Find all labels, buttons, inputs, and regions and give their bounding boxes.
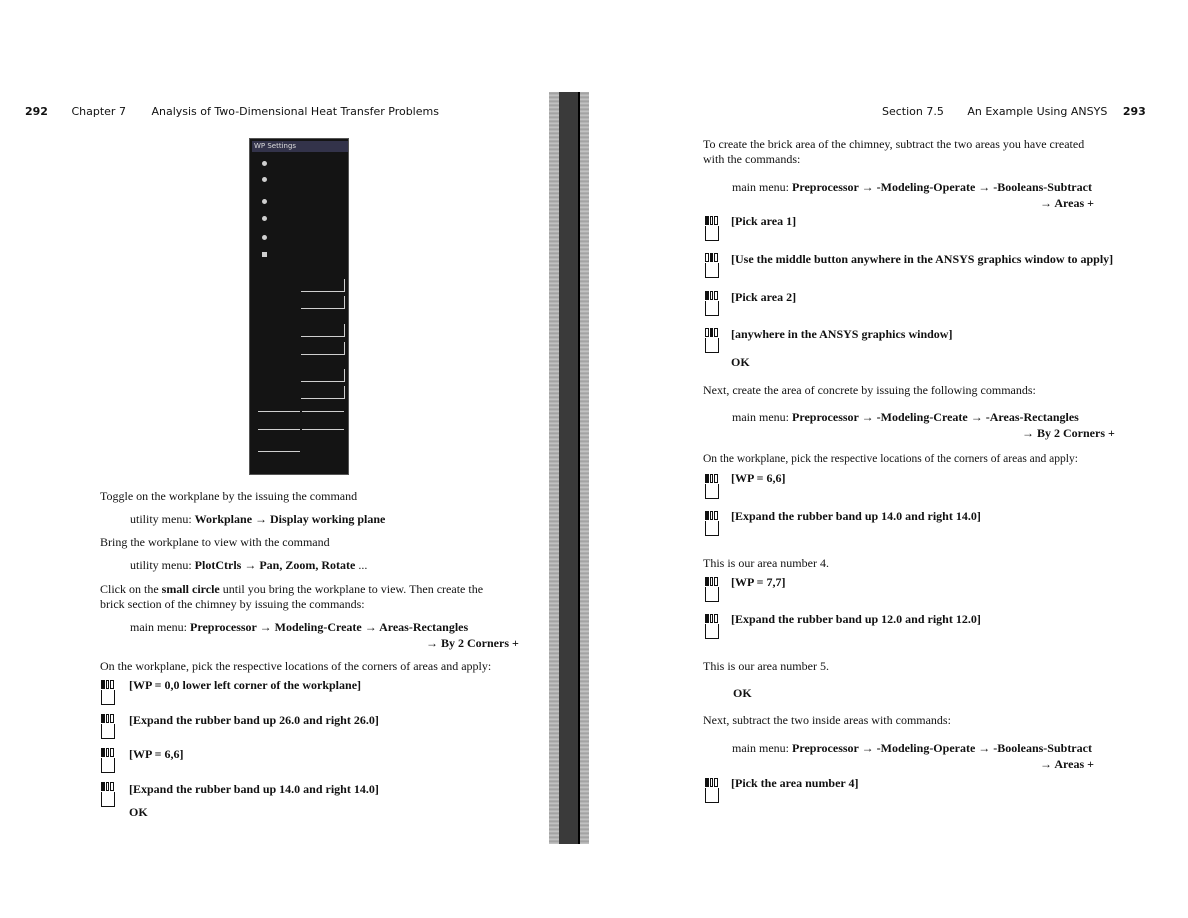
command-continuation: → Areas + bbox=[1040, 757, 1094, 771]
left-chapter-label: Chapter 7 bbox=[71, 105, 126, 118]
instruction: [WP = 6,6] bbox=[731, 471, 786, 485]
settings-button bbox=[302, 411, 344, 426]
right-running-header bbox=[882, 105, 1146, 118]
instruction: [Pick area 2] bbox=[731, 290, 797, 304]
command-line: main menu: Preprocessor → -Modeling-Create → -Areas-Rectangles bbox=[732, 410, 1079, 424]
mouse-left-button-icon bbox=[705, 614, 719, 640]
mouse-left-button-icon bbox=[101, 748, 115, 774]
mouse-left-button-icon bbox=[101, 782, 115, 808]
body-text: Bring the workplane to view with the command bbox=[100, 535, 330, 549]
right-section-title: An Example Using ANSYS bbox=[967, 105, 1108, 118]
body-text: This is our area number 4. bbox=[703, 556, 829, 570]
right-page-number: 293 bbox=[1122, 105, 1146, 118]
body-text: Next, create the area of concrete by issuing the following commands: bbox=[703, 383, 1036, 397]
mouse-left-button-icon bbox=[101, 714, 115, 740]
radio-icon bbox=[262, 235, 267, 240]
instruction: [Use the middle button anywhere in the ANSYS graphics window to apply] bbox=[731, 252, 1114, 266]
body-text: On the workplane, pick the respective locations of the corners of areas and apply: bbox=[100, 659, 492, 673]
settings-button bbox=[258, 411, 300, 426]
command-line: main menu: Preprocessor → -Modeling-Operate → -Booleans-Subtract bbox=[732, 180, 1092, 194]
mouse-left-button-icon bbox=[705, 577, 719, 603]
left-chapter-title: Analysis of Two-Dimensional Heat Transfer Problems bbox=[151, 105, 439, 118]
command-continuation: → By 2 Corners + bbox=[426, 636, 519, 650]
command-line: main menu: Preprocessor → -Modeling-Operate → -Booleans-Subtract bbox=[732, 741, 1092, 755]
body-text: This is our area number 5. bbox=[703, 659, 829, 673]
instruction: [WP = 7,7] bbox=[731, 575, 786, 589]
body-text: with the commands: bbox=[703, 152, 801, 166]
command-continuation: → By 2 Corners + bbox=[1022, 426, 1115, 440]
ok-instruction: OK bbox=[733, 686, 752, 700]
body-text: Next, subtract the two inside areas with commands: bbox=[703, 713, 951, 727]
body-text: On the workplane, pick the respective locations of the corners of areas and apply: bbox=[703, 453, 1078, 465]
instruction: [Expand the rubber band up 14.0 and right 14.0] bbox=[731, 509, 981, 523]
body-text: Click on the small circle until you bring the workplane to view. Then create the bbox=[100, 582, 484, 596]
ok-instruction: OK bbox=[129, 805, 148, 819]
settings-field bbox=[301, 386, 345, 399]
settings-field bbox=[301, 324, 345, 337]
left-running-header bbox=[25, 105, 439, 118]
command-line: main menu: Preprocessor → Modeling-Create → Areas-Rectangles bbox=[130, 620, 469, 634]
mouse-left-button-icon bbox=[705, 778, 719, 804]
body-text: To create the brick area of the chimney, subtract the two areas you have created bbox=[703, 137, 1085, 151]
radio-icon bbox=[262, 177, 267, 182]
settings-button bbox=[258, 451, 300, 466]
instruction: [Expand the rubber band up 26.0 and right 26.0] bbox=[129, 713, 379, 727]
instruction: [anywhere in the ANSYS graphics window] bbox=[731, 327, 953, 341]
checkbox-icon bbox=[262, 252, 267, 257]
radio-icon bbox=[262, 216, 267, 221]
body-text: brick section of the chimney by issuing the commands: bbox=[100, 597, 365, 611]
settings-field bbox=[301, 279, 345, 292]
settings-field bbox=[301, 296, 345, 309]
settings-button bbox=[302, 429, 344, 444]
instruction: [Pick the area number 4] bbox=[731, 776, 859, 790]
mouse-middle-button-icon bbox=[705, 253, 719, 279]
instruction: [WP = 6,6] bbox=[129, 747, 184, 761]
body-text: Toggle on the workplane by the issuing the command bbox=[100, 489, 358, 503]
left-page-number: 292 bbox=[25, 105, 48, 118]
wp-settings-dialog-figure bbox=[249, 138, 349, 475]
mouse-middle-button-icon bbox=[705, 328, 719, 354]
command-line: utility menu: Workplane → Display working plane bbox=[130, 512, 386, 526]
settings-button bbox=[258, 429, 300, 444]
command-continuation: → Areas + bbox=[1040, 196, 1094, 210]
mouse-left-button-icon bbox=[705, 474, 719, 500]
right-section-label: Section 7.5 bbox=[882, 105, 944, 118]
mouse-left-button-icon bbox=[705, 511, 719, 537]
instruction: [Expand the rubber band up 12.0 and right 12.0] bbox=[731, 612, 981, 626]
settings-field bbox=[301, 342, 345, 355]
instruction: [WP = 0,0 lower left corner of the workplane] bbox=[129, 678, 362, 692]
settings-field bbox=[301, 369, 345, 382]
radio-icon bbox=[262, 161, 267, 166]
command-line: utility menu: PlotCtrls → Pan, Zoom, Rotate ... bbox=[130, 558, 368, 572]
book-spine bbox=[549, 92, 589, 844]
ok-instruction: OK bbox=[731, 355, 750, 369]
mouse-left-button-icon bbox=[705, 216, 719, 242]
wp-settings-title: WP Settings bbox=[252, 141, 348, 152]
radio-icon bbox=[262, 199, 267, 204]
instruction: [Expand the rubber band up 14.0 and right 14.0] bbox=[129, 782, 379, 796]
mouse-left-button-icon bbox=[705, 291, 719, 317]
mouse-left-button-icon bbox=[101, 680, 115, 706]
instruction: [Pick area 1] bbox=[731, 214, 797, 228]
